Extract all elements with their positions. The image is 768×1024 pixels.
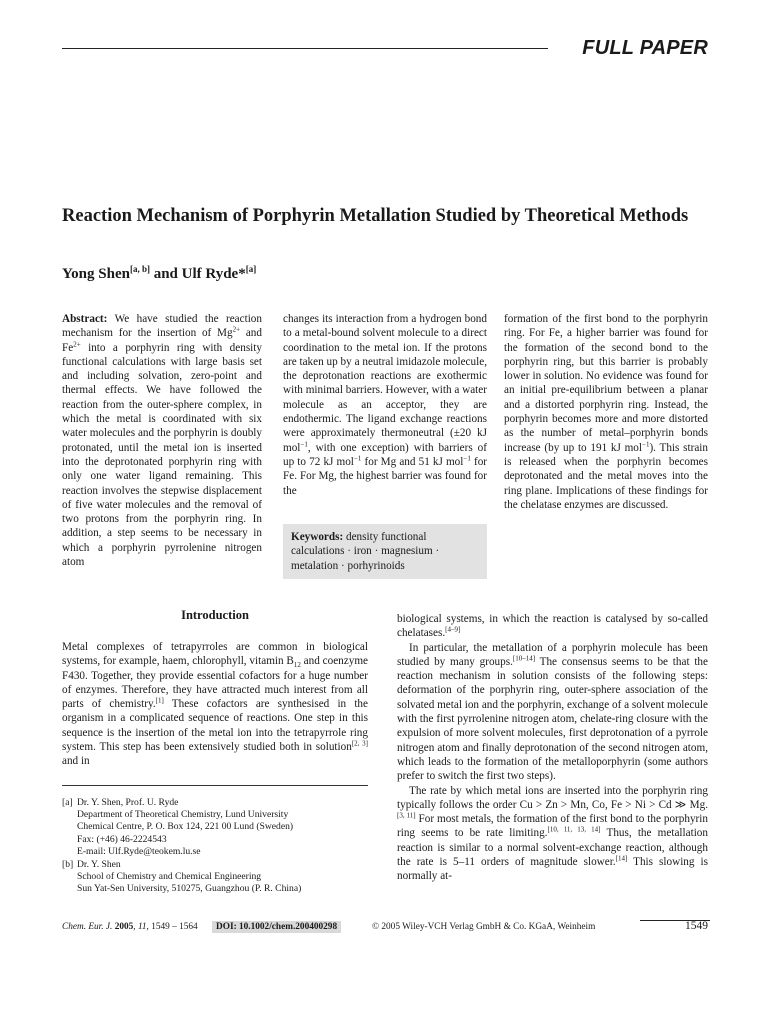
journal-year: 2005: [114, 922, 134, 932]
superscript: −1: [353, 454, 362, 463]
keywords-label: Keywords:: [291, 531, 344, 543]
footnote-affiliation-b: [77, 859, 372, 896]
footnote-email[interactable]: E-mail: Ulf.Ryde@teokem.lu.se: [77, 845, 201, 857]
author-conjunction: and: [149, 266, 182, 282]
body-text: and coenzyme F430. Together, they provide essential cofactors for a huge number of enzymes. Therefore, they have attracted much interest from all parts of chemistry.: [62, 655, 368, 711]
body-text: These cofactors are synthesised in the organism in a complicated sequence of reactions. One step in this sequence is the insertion of the metal ion into the tetrapyrrole ring system. This step has been extensively studied both in solution: [62, 698, 368, 754]
citation: [1]: [155, 696, 164, 705]
abstract-text: and Fe: [62, 327, 262, 354]
abstract-label: Abstract:: [62, 313, 108, 325]
keywords-list: density functional calculations · iron · magnesium · metalation · porhyrinoids: [291, 531, 440, 572]
superscript: −1: [300, 439, 308, 448]
journal-citation: Chem. Eur. J. 2005, 11, 1549 – 1564: [62, 922, 198, 932]
body-text: For most metals, the formation of the first bond to the porphyrin ring seems to be rate limiting.: [397, 813, 708, 840]
abstract-text: , with one exception) with barriers of up to 72 kJ mol: [283, 441, 487, 468]
section-heading: Introduction: [181, 608, 249, 622]
superscript: 2+: [232, 325, 241, 334]
intro-left-column: [62, 640, 368, 769]
article-title: Reaction Mechanism of Porphyrin Metallation Studied by Theoretical Methods: [62, 206, 689, 226]
body-text: biological systems, in which the reaction is catalysed by so-called chelatases.: [397, 613, 708, 640]
abstract-column-1: [62, 312, 262, 569]
superscript: −1: [642, 439, 650, 448]
body-text: The consensus seems to be that the reaction mechanism in solution consists of the following steps: deformation of the porphyrin ring, outer-sphere association of the solvated metal ion and the porphyrin, exchange of a solvent molecule with the first pyrrolenine nitrogen atom, chelate-ring closure with the expulsion of more solvent molecules, first deprotonation of a pyrrole nitrogen atom and finally deprotonation of the second nitrogen atom, which leads to the formation of the metalloporphyrin (some authors prefer to switch the first two steps).: [397, 655, 708, 783]
footnote-rule: [62, 785, 368, 786]
abstract-text: changes its interaction from a hydrogen bond to a metal-bound solvent molecule to a direct coordination to the metal ion. If the protons are taken up by a neutral imidazole molecule, the deprotonation reactions are exothermic with minimal barriers. However, with a water molecule as an acceptor, they are endothermic. The ligand exchange reactions were approximately thermoneutral (±20 kJ mol: [283, 313, 487, 454]
page-number: 1549: [685, 920, 708, 932]
section-label: FULL PAPER: [582, 37, 708, 59]
body-text: Thus, the metallation reaction is similar to a normal solvent-exchange reaction, although the rate is 5–11 orders of magnitude slower.: [397, 827, 708, 869]
keywords-box: [283, 524, 487, 579]
author-name: Ulf Ryde*: [181, 266, 246, 282]
citation: [10–14]: [512, 654, 536, 663]
body-text: This slowing is normally at-: [397, 856, 708, 883]
footnote-line: Dr. Y. Shen: [77, 859, 121, 870]
footnote-line: Chemical Centre, P. O. Box 124, 221 00 Lund (Sweden): [77, 821, 294, 833]
superscript: 2+: [73, 339, 81, 348]
affiliation-mark: [a]: [245, 264, 257, 274]
citation: [4–9]: [445, 625, 461, 634]
body-text: In particular, the metallation of a porphyrin molecule has been studied by many groups.: [397, 641, 708, 668]
superscript: −1: [463, 454, 471, 463]
footnote-tag: [a]: [62, 797, 73, 808]
author-name: Yong Shen: [62, 266, 130, 282]
intro-right-column: [397, 612, 708, 884]
citation: [3, 11]: [397, 811, 416, 820]
abstract-column-3: [504, 312, 708, 512]
body-text: Metal complexes of tetrapyrroles are common in biological systems, for example, haem, chlorophyll, vitamin B: [62, 641, 368, 668]
abstract-text: into a porphyrin ring with density functional calculations with large basis set and including solvation, zero-point and thermal effects. We have followed the reaction from the outer-sphere complex, in which the metal is coordinated with six water molecules and the porphyrin is doubly protonated, until the metal ion is inserted into the deprotonated porphyrin ring with only one water ligand remaining. This reaction involves the stepwise displacement of five water molecules and the removal of two protons from the porphyrin ring. In addition, a step seems to be necessary in which a porphyrin pyrrolenine nitrogen atom: [62, 341, 262, 569]
citation: [10, 11, 13, 14]: [547, 825, 601, 834]
footnote-line: Dr. Y. Shen, Prof. U. Ryde: [77, 797, 179, 808]
abstract-text: ). This strain is released when the porphyrin becomes deprotonated and the metal moves into the ring plane. Implications of these findings for the chelatase enzymes are discussed.: [504, 441, 708, 511]
footnote-line: Fax: (+46) 46-2224543: [77, 833, 167, 845]
abstract-text: for Mg and 51 kJ mol: [361, 455, 464, 468]
journal-pages: , 1549 – 1564: [146, 922, 198, 932]
doi-text: DOI: 10.1002/chem.200400298: [212, 921, 341, 933]
header-rule: [62, 48, 548, 49]
journal-name: Chem. Eur. J.: [62, 922, 113, 932]
subscript: 12: [293, 661, 301, 670]
body-text: and in: [62, 755, 90, 768]
copyright: © 2005 Wiley-VCH Verlag GmbH & Co. KGaA, Weinheim: [372, 922, 596, 932]
footnote-affiliation-a: [77, 797, 372, 858]
abstract-text: formation of the first bond to the porphyrin ring. For Fe, a higher barrier was found for the formation of the second bond to the porphyrin ring, but this barrier is probably lower in solution. No evidence was found for an initial pre-equilibrium between a planar and a distorted porphyrin ring. Instead, the porphyrin becomes more and more distorted as the number of metal–porphyrin bonds increase (by up to 191 kJ mol: [504, 313, 708, 454]
footnote-line: Sun Yat-Sen University, 510275, Guangzhou (P. R. China): [77, 883, 302, 895]
citation: [14]: [615, 854, 628, 863]
abstract-text: for Fe. For Mg, the highest barrier was found for the: [283, 455, 488, 497]
abstract-column-2: [283, 312, 487, 498]
footnote-line: School of Chemistry and Chemical Engineering: [77, 871, 262, 883]
body-text: The rate by which metal ions are inserted into the porphyrin ring typically follows the order Cu > Zn > Mn, Co, Fe > Ni > Cd ≫ Mg.: [397, 784, 708, 811]
affiliation-mark: [a, b]: [129, 264, 150, 274]
abstract-text: We have studied the reaction mechanism for the insertion of Mg: [62, 313, 262, 340]
citation: [2, 3]: [351, 739, 368, 748]
footnote-tag: [b]: [62, 859, 74, 870]
footnote-line: Department of Theoretical Chemistry, Lund University: [77, 809, 289, 821]
doi-link[interactable]: [212, 922, 341, 932]
journal-volume: 11: [137, 922, 147, 932]
author-line: [62, 264, 256, 283]
